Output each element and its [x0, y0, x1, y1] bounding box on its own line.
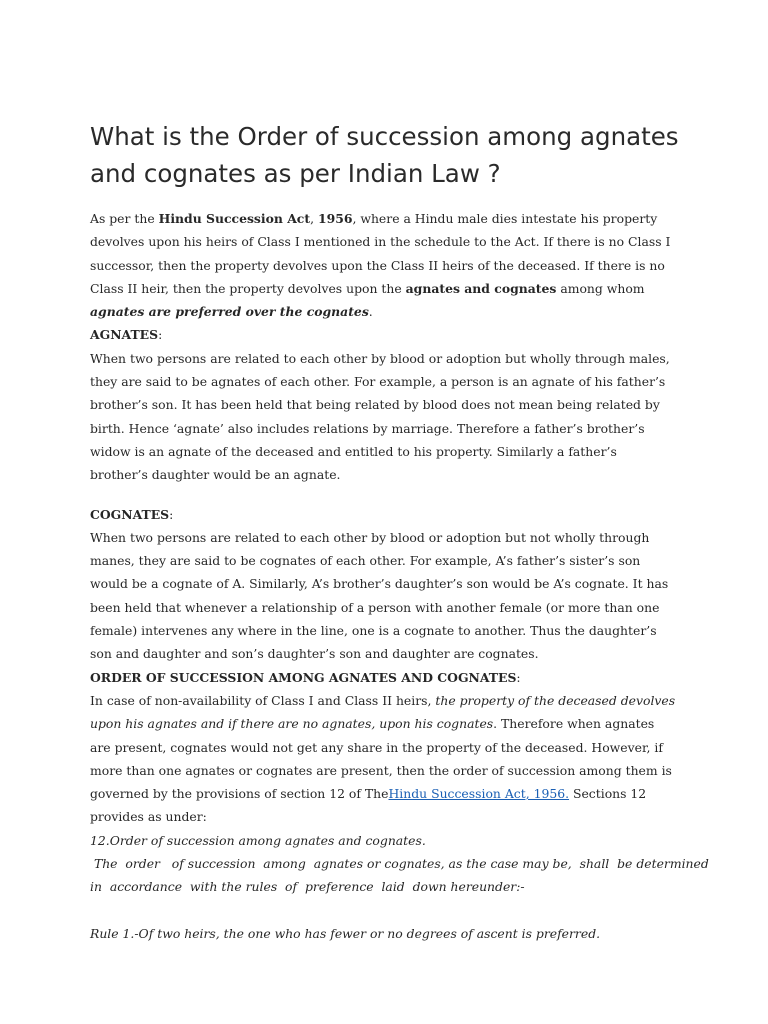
article-body [90, 207, 709, 945]
order-heading-text: ORDER OF SUCCESSION AMONG AGNATES AND COGNATES [90, 669, 517, 685]
order-text: In case of non-availability of Class I and Class II heirs, [90, 692, 436, 708]
section12-line1: The order of succession among agnates or cognates, as the case may be, shall be determined [90, 856, 709, 872]
hindu-succession-act-link[interactable]: Hindu Succession Act, 1956. [388, 786, 570, 802]
act-name: Hindu Succession Act [158, 211, 311, 226]
intro-bold-italic: agnates are preferred over the cognates [90, 304, 369, 320]
order-paragraph [90, 689, 676, 829]
order-text: Sections 12 provides as under: [90, 786, 647, 825]
section12-title: 12.Order of succession among agnates and cognates. [90, 832, 426, 848]
agnates-paragraph: When two persons are related to each other by blood or adoption but wholly through males, they are said to be agnates of each other. For example, a person is an agnate of his father’s brother’s son. It has been held that being related by blood does not mean being related by birth. Hence ‘agnate’ also includes relations by marriage. Therefore a father’s brother’s widow is an agnate of the deceased and entitled to his property. Similarly a father’s brother’s daughter would be an agnate. [90, 350, 670, 483]
cognates-colon: : [169, 506, 174, 522]
order-text: . Therefore when agnates are present, cognates would not get any share in the property of the deceased. However, if more than one agnates or cognates are present, then the order of succession among them is governed by the provisions of section 12 of The [90, 716, 672, 802]
order-heading [90, 666, 676, 689]
agnates-heading [90, 323, 676, 346]
cognates-paragraph: When two persons are related to each other by blood or adoption but not wholly through manes, they are said to be cognates of each other. For example, A’s father’s sister’s son would be a cognate of A. Similarly, A’s brother’s daughter’s son would be A’s cognate. It has been held that whenever a relationship of a person with another female (or more than one female) intervenes any where in the line, one is a cognate to another. Thus the daughter’s son and daughter and son’s daughter’s son and daughter are cognates. [90, 529, 669, 662]
order-italic: the property of the deceased devolves upon his agnates and if there are no agnates, upon his cognates [90, 692, 676, 732]
intro-text: , where a Hindu male dies intestate his property devolves upon his heirs of Class I mentioned in the schedule to the Act. If there is no Class I successor, then the property devolves upon the Class II heirs of the deceased. If there is no Class II heir, then the property devolves upon the [90, 211, 671, 296]
act-year: 1956 [317, 211, 353, 226]
intro-text: , [310, 211, 318, 226]
order-colon: : [516, 669, 521, 685]
cognates-heading-text: COGNATES [90, 506, 170, 522]
intro-text: among whom [556, 280, 645, 296]
intro-text: . [368, 304, 373, 320]
intro-paragraph [90, 207, 676, 323]
rule-1: Rule 1.-Of two heirs, the one who has fewer or no degrees of ascent is preferred. [90, 925, 601, 941]
agnates-colon: : [158, 327, 163, 343]
intro-bold: agnates and cognates [405, 280, 557, 296]
section12-line2: in accordance with the rules of preference laid down hereunder:- [90, 879, 525, 895]
agnates-heading-text: AGNATES [90, 327, 159, 343]
cognates-heading [90, 503, 676, 526]
intro-text: As per the [90, 211, 159, 226]
page-title: What is the Order of succession among agnates and cognates as per Indian Law ? [90, 122, 679, 188]
